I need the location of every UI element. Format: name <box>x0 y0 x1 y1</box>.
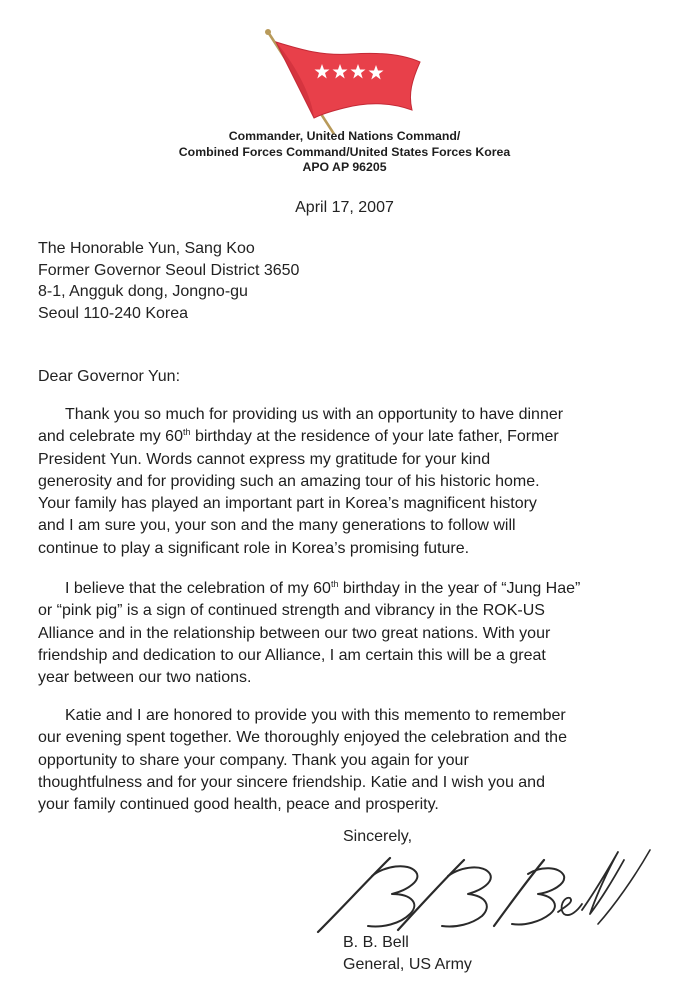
text-run: and celebrate my 60 <box>38 428 183 446</box>
paragraph-line: Alliance and in the relationship between our two great nations. With your <box>38 624 551 642</box>
paragraph-line <box>38 426 563 448</box>
text-run: birthday in the year of “Jung Hae” <box>338 580 581 597</box>
recipient-name: The Honorable Yun, Sang Koo <box>38 240 255 257</box>
salutation: Dear Governor Yun: <box>38 368 181 385</box>
paragraph-3 <box>38 705 567 816</box>
paragraph-line: President Yun. Words cannot express my gratitude for your kind <box>38 450 491 468</box>
text-run: birthday at the residence of your late father, Former <box>190 428 559 446</box>
ordinal-suffix: th <box>330 579 339 589</box>
paragraph-line: your family continued good health, peace and prosperity. <box>38 796 439 814</box>
closing: Sincerely, <box>343 828 413 845</box>
signer-name: B. B. Bell <box>343 934 409 951</box>
paragraph-line: continue to play a significant role in Korea’s promising future. <box>38 539 470 557</box>
paragraph-1 <box>38 404 563 560</box>
paragraph-line: thoughtfulness and for your sincere friendship. Katie and I wish you and <box>38 773 545 791</box>
recipient-city: Seoul 110-240 Korea <box>38 304 189 322</box>
paragraph-line: our evening spent together. We thoroughly enjoyed the celebration and the <box>38 729 567 747</box>
recipient-street: 8-1, Angguk dong, Jongno-gu <box>38 283 248 300</box>
recipient-address <box>38 238 299 324</box>
text-run: I believe that the celebration of my 60 <box>65 580 331 597</box>
paragraph-2 <box>38 578 580 689</box>
recipient-title: Former Governor Seoul District 3650 <box>38 261 300 279</box>
paragraph-line: friendship and dedication to our Alliance, I am certain this will be a great <box>38 646 546 664</box>
letterhead-line-3: APO AP 96205 <box>302 160 387 174</box>
paragraph-line: and I am sure you, your son and the many generations to follow will <box>38 517 516 535</box>
letterhead-line-2: Combined Forces Command/United States Forces Korea <box>178 144 511 159</box>
ordinal-suffix: th <box>182 427 191 438</box>
paragraph-line: Your family has played an important part in Korea’s magnificent history <box>38 495 537 513</box>
signature-image <box>312 848 657 936</box>
paragraph-line: or “pink pig” is a sign of continued strength and vibrancy in the ROK-US <box>38 602 545 620</box>
paragraph-line: generosity and for providing such an amazing tour of his historic home. <box>38 472 540 490</box>
letter-date: April 17, 2007 <box>295 199 394 216</box>
paragraph-line: opportunity to share your company. Thank you again for your <box>38 751 469 769</box>
paragraph-line: year between our two nations. <box>38 669 252 687</box>
signer-block <box>343 932 472 976</box>
letterhead-line-1: Commander, United Nations Command/ <box>228 129 461 143</box>
signer-title: General, US Army <box>343 956 472 973</box>
letterhead <box>0 129 689 176</box>
paragraph-line: Katie and I are honored to provide you with this memento to remember <box>65 707 566 724</box>
paragraph-line: Thank you so much for providing us with an opportunity to have dinner <box>65 406 564 423</box>
four-star-flag-icon <box>262 28 422 138</box>
paragraph-line <box>38 578 580 600</box>
